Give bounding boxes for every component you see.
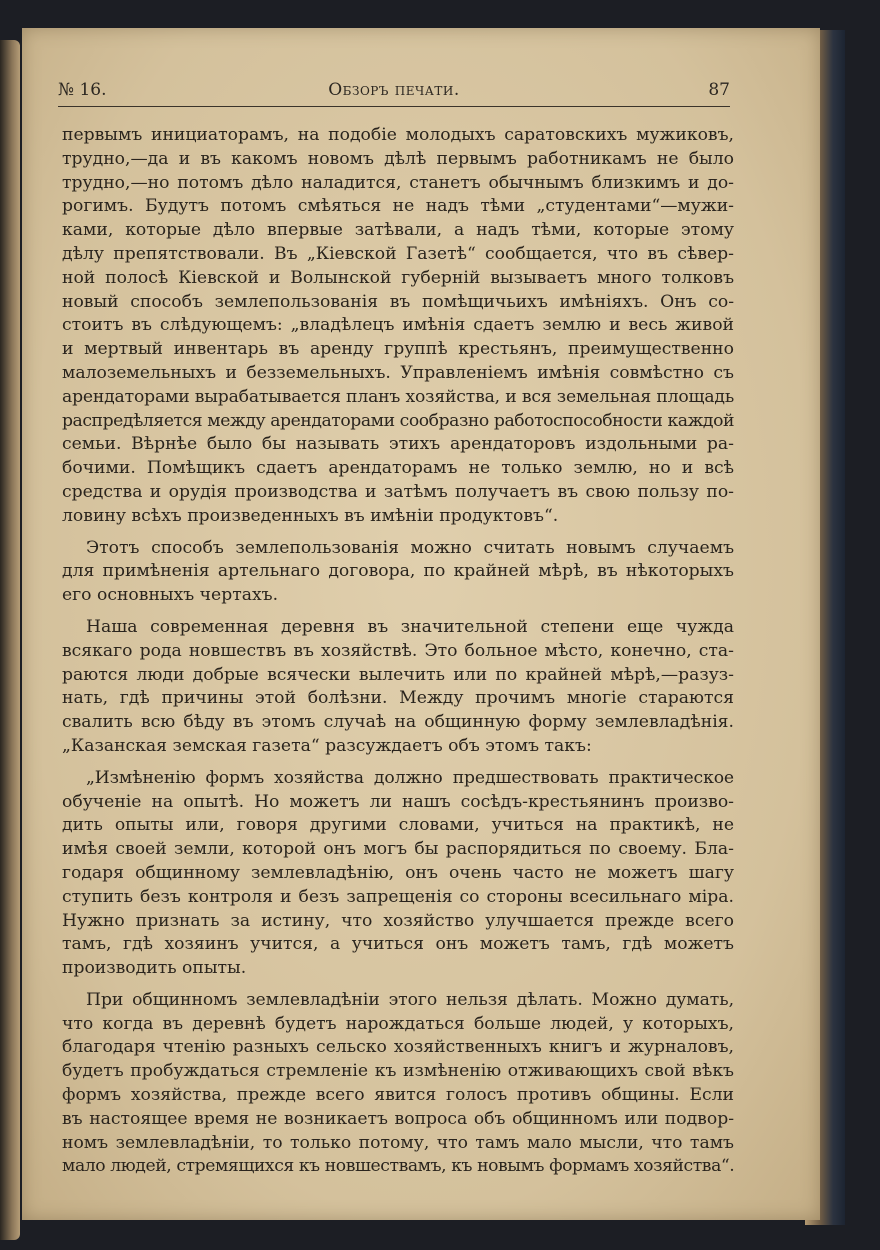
paragraph-gap [62, 608, 734, 616]
body-text [62, 124, 734, 1179]
paragraph [62, 767, 734, 981]
text-line: ками, которые дѣло впервые затѣвали, а надъ тѣми, которые этому [62, 220, 734, 241]
text-line: свалить всю бѣду въ этомъ случаѣ на общинную форму землевладѣнія. [62, 712, 734, 733]
text-line: ловину всѣхъ произведенныхъ въ имѣніи продуктовъ“. [62, 505, 559, 526]
text-line: „Казанская земская газета“ разсуждаетъ объ этомъ такъ: [62, 735, 592, 756]
text-line: трудно,—да и въ какомъ новомъ дѣлѣ первымъ работникамъ не было [62, 148, 734, 169]
text-line: формъ хозяйства, прежде всего явится голосъ противъ общины. Если [62, 1085, 734, 1106]
text-line: будетъ пробуждаться стремленіе къ измѣненію отживающихъ свой вѣкъ [62, 1061, 734, 1082]
paragraph [62, 537, 734, 608]
text-line: При общинномъ землевладѣніи этого нельзя дѣлать. Можно думать, [86, 989, 734, 1010]
text-line: годаря общинному землевладѣнію, онъ очень часто не можетъ шагу [62, 862, 734, 883]
text-line: арендаторами вырабатывается планъ хозяйства, и вся земельная площадь [62, 386, 734, 407]
text-line: имѣя своей земли, которой онъ могъ бы распорядиться по своему. Бла- [62, 839, 734, 860]
text-line: дить опыты или, говоря другими словами, учиться на практикѣ, не [62, 815, 734, 836]
text-line: „Измѣненію формъ хозяйства должно предшествовать практическое [86, 767, 734, 788]
text-line: и мертвый инвентарь въ аренду группѣ крестьянъ, преимущественно [62, 339, 734, 360]
text-line: трудно,—но потомъ дѣло наладится, станетъ обычнымъ близкимъ и до- [62, 172, 734, 193]
text-line: малоземельныхъ и безземельныхъ. Управленіемъ имѣнія совмѣстно съ [62, 362, 734, 383]
text-line: въ настоящее время не возникаетъ вопроса объ общинномъ или подвор- [62, 1108, 734, 1129]
text-line: средства и орудія производства и затѣмъ получаетъ въ свою пользу по- [62, 481, 734, 502]
text-line: бочими. Помѣщикъ сдаетъ арендаторамъ не только землю, но и всѣ [62, 458, 734, 479]
text-line: рогимъ. Будутъ потомъ смѣяться не надъ тѣми „студентами“—мужи- [62, 196, 734, 217]
section-title: Обзоръ печати. [328, 80, 460, 100]
text-line: тамъ, гдѣ хозяинъ учится, а учиться онъ можетъ тамъ, гдѣ можетъ [62, 934, 734, 955]
text-line: Этотъ способъ землепользованія можно считать новымъ случаемъ [86, 537, 734, 558]
text-line: благодаря чтенію разныхъ сельско хозяйственныхъ книгъ и журналовъ, [62, 1037, 734, 1058]
text-line: раются люди добрые всячески вылечить или по крайней мѣрѣ,—разуз- [62, 664, 734, 685]
paragraph [62, 616, 734, 759]
text-line: всякаго рода новшествъ въ хозяйствѣ. Это больное мѣсто, конечно, ста- [62, 640, 734, 661]
book-left-edge [0, 40, 20, 1240]
paragraph-gap [62, 529, 734, 537]
paragraph-gap [62, 759, 734, 767]
paragraph [62, 989, 734, 1179]
text-line: первымъ инициаторамъ, на подобіе молодыхъ саратовскихъ мужиковъ, [62, 125, 734, 145]
text-line: для примѣненія артельнаго договора, по крайней мѣрѣ, въ нѣкоторыхъ [62, 561, 734, 582]
text-line: стоитъ въ слѣдующемъ: „владѣлецъ имѣнія сдаетъ землю и весь живой [62, 315, 734, 336]
page-header [58, 80, 730, 107]
text-line: производить опыты. [62, 958, 247, 979]
text-line: мало людей, стремящихся къ новшествамъ, къ новымъ формамъ хозяйства“. [62, 1156, 735, 1177]
text-line: ной полосѣ Кіевской и Волынской губерній вызываетъ много толковъ [62, 267, 734, 288]
text-line: Наша современная деревня въ значительной степени еще чужда [86, 616, 734, 637]
text-line: распредѣляется между арендаторами сообразно работоспособности каждой [62, 410, 734, 431]
text-line: дѣлу препятствовали. Въ „Кіевской Газетѣ“ сообщается, что въ сѣвер- [62, 243, 734, 264]
text-line: семьи. Вѣрнѣе было бы называть этихъ арендаторовъ издольными ра- [62, 434, 734, 455]
text-line: нать, гдѣ причины этой болѣзни. Между прочимъ многіе стараются [62, 688, 734, 709]
text-line: что когда въ деревнѣ будетъ нарождаться больше людей, у которыхъ, [62, 1013, 734, 1034]
text-line: новый способъ землепользованія въ помѣщичьихъ имѣніяхъ. Онъ со- [62, 291, 734, 312]
text-line: его основныхъ чертахъ. [62, 585, 279, 606]
paragraph [62, 124, 734, 529]
text-line: обученіе на опытѣ. Но можетъ ли нашъ сосѣдъ-крестьянинъ произво- [62, 791, 734, 812]
page-number: 87 [708, 80, 730, 100]
issue-number: № 16. [58, 80, 107, 100]
paragraph-gap [62, 981, 734, 989]
text-line: Нужно признать за истину, что хозяйство улучшается прежде всего [62, 910, 734, 931]
text-line: номъ землевладѣніи, то только потому, что тамъ мало мысли, что тамъ [62, 1132, 734, 1153]
text-line: ступить безъ контроля и безъ запрещенія со стороны всесильнаго міра. [62, 886, 734, 907]
